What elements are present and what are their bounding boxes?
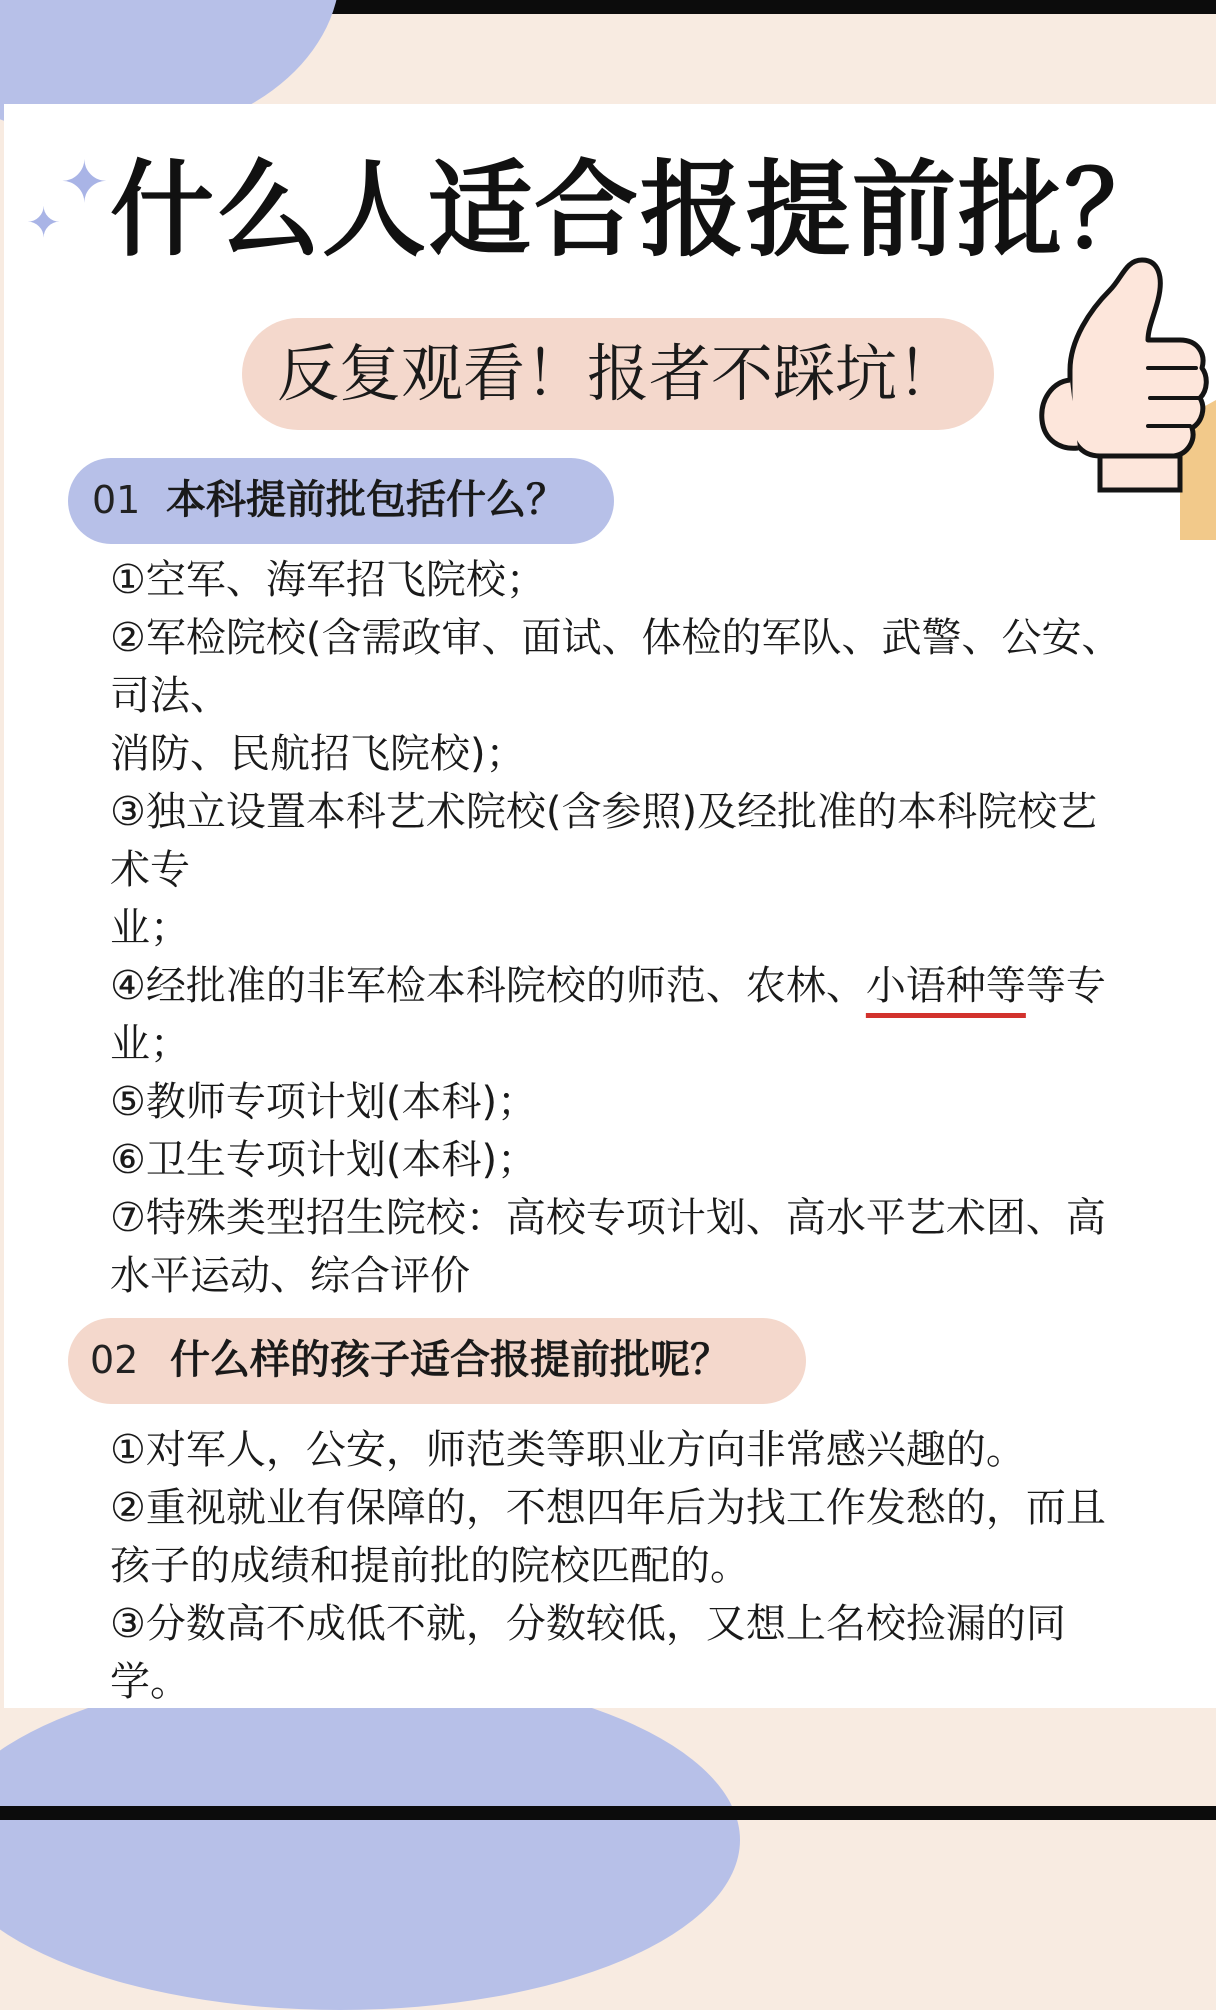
list-item: 孩子的成绩和提前批的院校匹配的。 [110,1543,750,1589]
section-02-title: 什么样的孩子适合报提前批呢？ [170,1337,730,1383]
list-item: 业； [110,1021,190,1067]
thumbs-up-icon [1030,250,1216,540]
sparkle-icon: ✦ [60,148,109,216]
list-item: ②军检院校(含需政审、面试、体检的军队、武警、公安、 [110,615,1122,661]
list-item: ③独立设置本科艺术院校(含参照)及经批准的本科院校艺 [110,789,1098,835]
list-item: ①对军人，公安，师范类等职业方向非常感兴趣的。 [110,1427,1026,1473]
list-item-text: ④经批准的非军检本科院校的师范、农林、 [110,963,866,1009]
list-item: 消防、民航招飞院校)； [110,731,526,777]
list-item: ③分数高不成低不就，分数较低，又想上名校捡漏的同 [110,1601,1066,1647]
list-item-with-highlight [110,957,1130,1015]
subtitle-text: 反复观看！报者不踩坑！ [276,337,959,410]
bottom-border [0,1806,1216,1820]
list-item: 水平运动、综合评价 [110,1253,470,1299]
section-01-number: 01 [92,478,141,522]
page-title: 什么人适合报提前批？ [110,149,1171,271]
list-item-text: 等专 [1025,963,1106,1009]
sparkle-icon: ✦ [26,198,62,247]
list-item: ⑦特殊类型招生院校：高校专项计划、高水平艺术团、高 [110,1195,1106,1241]
highlighted-text: 小语种等 [865,963,1026,1009]
list-item: ⑥卫生专项计划(本科)； [110,1137,538,1183]
list-item: 术专 [110,847,190,893]
list-item: ⑤教师专项计划(本科)； [110,1079,538,1125]
list-item: 业； [110,905,190,951]
list-item: ②重视就业有保障的，不想四年后为找工作发愁的，而且 [110,1485,1106,1531]
list-item: 司法、 [110,673,230,719]
decorative-blob-bottom-left [0,1670,740,2010]
section-02-number: 02 [90,1338,139,1382]
section-01-title: 本科提前批包括什么？ [166,477,566,523]
list-item: ①空军、海军招飞院校； [110,557,546,603]
list-item: 学。 [110,1659,190,1705]
